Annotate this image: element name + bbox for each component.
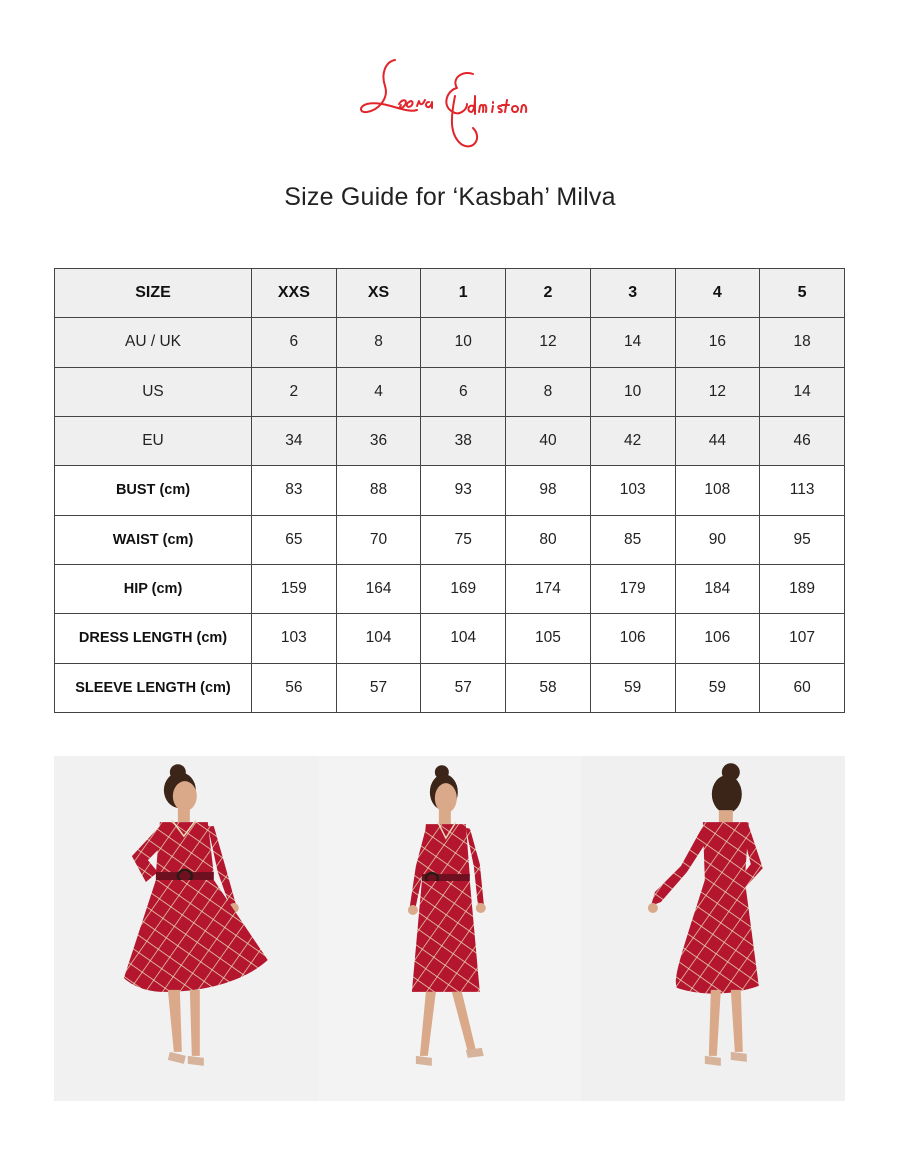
table-row (55, 416, 845, 465)
table-cell: 8 (336, 318, 421, 367)
table-cell: 189 (760, 564, 845, 613)
row-label: WAIST (cm) (55, 515, 252, 564)
model-photo-side (318, 756, 582, 1101)
leona-edmiston-signature-logo (355, 52, 545, 157)
header-cell: XS (336, 269, 421, 318)
table-cell: 60 (760, 663, 845, 712)
table-cell: 103 (590, 466, 675, 515)
table-cell: 164 (336, 564, 421, 613)
table-cell: 59 (590, 663, 675, 712)
table-cell: 70 (336, 515, 421, 564)
table-cell: 98 (506, 466, 591, 515)
table-row (55, 663, 845, 712)
table-row (55, 367, 845, 416)
model-front-illustration (54, 756, 318, 1101)
table-cell: 105 (506, 614, 591, 663)
table-header-row (55, 269, 845, 318)
model-side-illustration (318, 756, 582, 1101)
header-cell: SIZE (55, 269, 252, 318)
table-cell: 83 (252, 466, 337, 515)
table-cell: 80 (506, 515, 591, 564)
table-cell: 59 (675, 663, 760, 712)
header-cell: 5 (760, 269, 845, 318)
header-cell: 4 (675, 269, 760, 318)
table-cell: 184 (675, 564, 760, 613)
table-cell: 108 (675, 466, 760, 515)
table-cell: 106 (590, 614, 675, 663)
table-row (55, 564, 845, 613)
table-cell: 57 (336, 663, 421, 712)
table-cell: 58 (506, 663, 591, 712)
table-cell: 159 (252, 564, 337, 613)
table-cell: 95 (760, 515, 845, 564)
row-label: BUST (cm) (55, 466, 252, 515)
table-row (55, 466, 845, 515)
table-cell: 42 (590, 416, 675, 465)
table-row (55, 318, 845, 367)
row-label: HIP (cm) (55, 564, 252, 613)
table-cell: 10 (590, 367, 675, 416)
size-chart-table (54, 268, 845, 713)
table-row (55, 614, 845, 663)
header-cell: XXS (252, 269, 337, 318)
table-cell: 106 (675, 614, 760, 663)
table-cell: 57 (421, 663, 506, 712)
row-label: DRESS LENGTH (cm) (55, 614, 252, 663)
table-cell: 2 (252, 367, 337, 416)
table-cell: 93 (421, 466, 506, 515)
brand-logo (355, 52, 545, 157)
table-cell: 12 (675, 367, 760, 416)
table-cell: 14 (590, 318, 675, 367)
table-cell: 6 (421, 367, 506, 416)
table-cell: 113 (760, 466, 845, 515)
table-cell: 40 (506, 416, 591, 465)
table-cell: 179 (590, 564, 675, 613)
page-title: Size Guide for ‘Kasbah’ Milva (284, 183, 616, 211)
table-row (55, 515, 845, 564)
table-cell: 75 (421, 515, 506, 564)
table-cell: 4 (336, 367, 421, 416)
table-cell: 107 (760, 614, 845, 663)
table-cell: 88 (336, 466, 421, 515)
header-cell: 2 (506, 269, 591, 318)
table-cell: 104 (421, 614, 506, 663)
table-cell: 14 (760, 367, 845, 416)
model-back-illustration (581, 756, 845, 1101)
table-cell: 85 (590, 515, 675, 564)
table-cell: 90 (675, 515, 760, 564)
row-label: US (55, 367, 252, 416)
table-cell: 46 (760, 416, 845, 465)
model-photo-front (54, 756, 318, 1101)
table-cell: 104 (336, 614, 421, 663)
table-cell: 10 (421, 318, 506, 367)
table-cell: 12 (506, 318, 591, 367)
table-cell: 6 (252, 318, 337, 367)
model-photo-strip (54, 756, 845, 1101)
row-label: AU / UK (55, 318, 252, 367)
table-cell: 174 (506, 564, 591, 613)
table-cell: 65 (252, 515, 337, 564)
table-cell: 56 (252, 663, 337, 712)
table-cell: 38 (421, 416, 506, 465)
row-label: EU (55, 416, 252, 465)
row-label: SLEEVE LENGTH (cm) (55, 663, 252, 712)
table-cell: 8 (506, 367, 591, 416)
table-cell: 34 (252, 416, 337, 465)
model-photo-back (581, 756, 845, 1101)
table-cell: 18 (760, 318, 845, 367)
header-cell: 3 (590, 269, 675, 318)
table-cell: 16 (675, 318, 760, 367)
table-cell: 36 (336, 416, 421, 465)
table-cell: 169 (421, 564, 506, 613)
table-cell: 44 (675, 416, 760, 465)
header-cell: 1 (421, 269, 506, 318)
table-cell: 103 (252, 614, 337, 663)
